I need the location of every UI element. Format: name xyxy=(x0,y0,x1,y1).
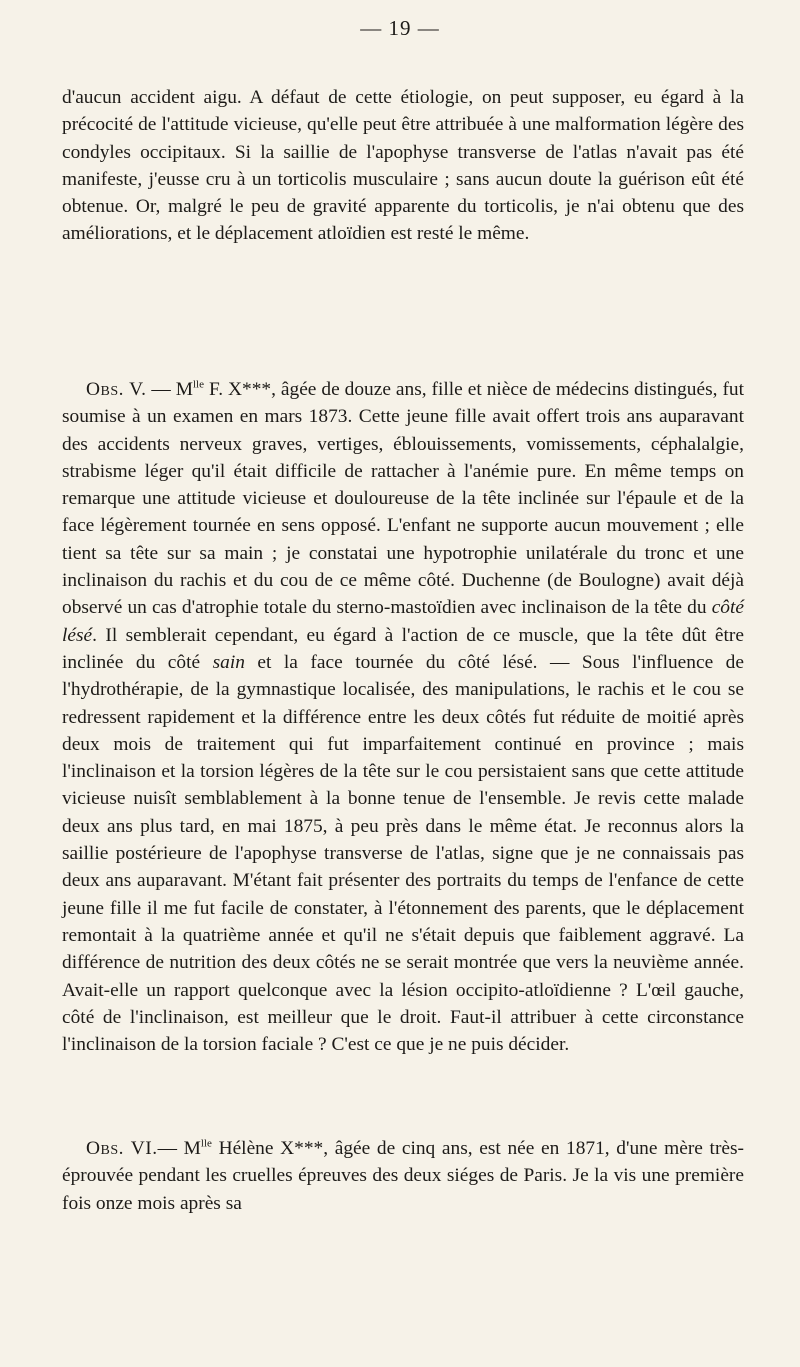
observation-rest-text: Hélène X***, âgée de cinq ans, est née en 1871, d'une mère très-éprouvée pendant les cruelles épreuves des deux siéges de Paris. Je la vis une première fois onze mois après sa xyxy=(62,1138,745,1214)
title-superscript: lle xyxy=(193,378,204,391)
observation-dash: — M xyxy=(146,379,193,400)
paragraph-observation-5 xyxy=(62,376,744,1058)
observation-lead-text: F. X***, âgée de douze ans, fille et nièce de médecins distingués, fut soumise à un examen en mars 1873. Cette jeune fille avait offert trois ans auparavant des accidents nerveux graves, vertiges, éblouissements, vomissements, céphalalgie, strabisme léger qu'il était difficile de rattacher à l'anémie pure. En même temps on remarque une attitude vicieuse et douloureuse de la tête inclinée sur l'épaule et de la face légèrement tournée en sens opposé. L'enfant ne supporte aucun mouvement ; elle tient sa tête sur sa main ; je constatai une hypotrophie unilatérale du tronc et une inclinaison du rachis et du cou de ce même côté. Duchenne (de Boulogne) avait déjà observé un cas d'atrophie totale du sterno-mastoïdien avec inclinaison de la tête du xyxy=(62,379,744,619)
observation-mid-text: . Il semblerait cependant, eu égard à l'action de ce muscle, que la tête dût être inclinée du côté xyxy=(62,624,744,673)
paragraph-1: d'aucun accident aigu. A défaut de cette étiologie, on peut supposer, eu égard à la précocité de l'attitude vicieuse, qu'elle peut être attribuée à une malformation légère des condyles occipitaux. Si la saillie de l'apophyse transverse de l'atlas n'avait pas été manifeste, j'eusse cru à un torticolis musculaire ; sans aucun doute la guérison eût été obtenue. Or, malgré le peu de gravité apparente du torticolis, je n'ai obtenu que des améliorations, et le déplacement atloïdien est resté le même. xyxy=(62,87,744,245)
paragraph-observation-6 xyxy=(62,1135,744,1217)
observation-label: Obs. V. xyxy=(86,379,147,400)
observation-label: Obs. VI. xyxy=(86,1138,158,1159)
page-number: — 19 — xyxy=(360,16,440,40)
title-superscript: lle xyxy=(200,1137,212,1150)
emphasis-cote-lese: côté lésé xyxy=(62,597,744,646)
emphasis-sain: sain xyxy=(212,651,245,673)
observation-dash: — M xyxy=(157,1138,201,1159)
observation-rest-text: et la face tournée du côté lésé. — Sous l'influence de l'hydrothérapie, de la gymnastique localisée, des manipulations, le rachis et le cou se redressent rapidement et la différence entre les deux côtés fut réduite de moitié après deux mois de traitement qui fut imparfaitement continué en province ; mais l'inclinaison et la torsion légères de la tête sur le cou persistaient sans que cette attitude vicieuse nuisît semblablement à la bonne tenue de l'ensemble. Je revis cette malade deux ans plus tard, en mai 1875, à peu près dans le même état. Je reconnus alors la saillie postérieure de l'apophyse transverse de l'atlas, signe que je ne connaissais pas deux ans auparavant. M'étant fait présenter des portraits du temps de l'enfance de cette jeune fille il me fut facile de constater, à l'étonnement des parents, que le déplacement remontait à la quatrième année et qu'il ne s'était depuis que faiblement aggravé. La différence de nutrition des deux côtés ne se serait montrée que vers la neuvième année. Avait-elle un rapport quelconque avec la lésion occipito-atloïdienne ? L'œil gauche, côté de l'inclinaison, est meilleur que le droit. Faut-il attribuer à cette circonstance l'inclinaison de la torsion faciale ? C'est ce que je ne puis décider. xyxy=(62,651,744,1056)
